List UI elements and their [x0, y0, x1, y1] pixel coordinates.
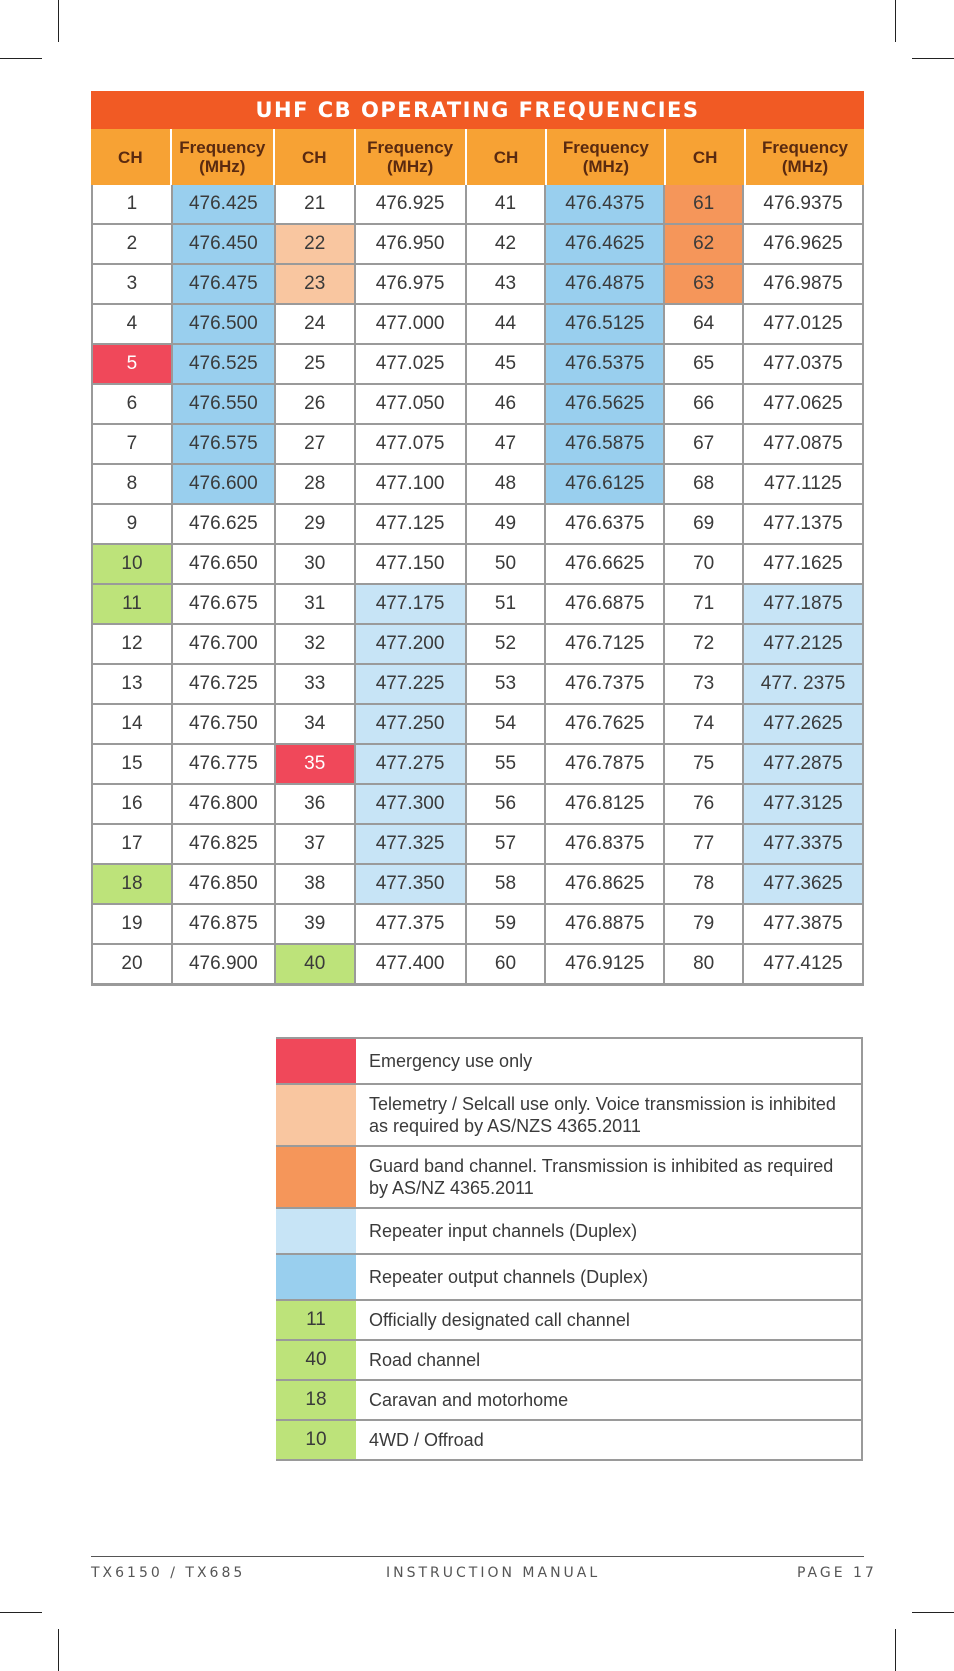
frequency-cell: 477.2875 [744, 745, 864, 783]
frequency-cell: 477.3625 [744, 865, 864, 903]
legend-item [276, 1147, 863, 1209]
frequency-cell: 477.325 [356, 825, 467, 863]
frequency-cell: 476.750 [173, 705, 276, 743]
channel-cell: 34 [276, 705, 356, 743]
channel-cell: 22 [276, 225, 356, 263]
channel-cell: 53 [467, 665, 547, 703]
frequency-cell: 477.1375 [744, 505, 864, 543]
header-frequency: Frequency (MHz) [762, 138, 849, 176]
frequency-cell: 476.9375 [744, 185, 864, 223]
channel-cell: 44 [467, 305, 547, 343]
channel-cell: 39 [276, 905, 356, 943]
channel-cell: 9 [93, 505, 173, 543]
crop-mark [895, 1629, 896, 1671]
table-row [93, 505, 864, 545]
legend-text: 4WD / Offroad [356, 1421, 863, 1459]
channel-cell: 28 [276, 465, 356, 503]
table-row [93, 905, 864, 945]
table-row [93, 945, 864, 986]
channel-cell: 49 [467, 505, 547, 543]
channel-cell: 46 [467, 385, 547, 423]
channel-cell: 70 [665, 545, 744, 583]
legend-swatch [276, 1255, 356, 1299]
header-frequency: Frequency (MHz) [547, 129, 666, 185]
frequency-cell: 476.425 [173, 185, 276, 223]
frequency-cell: 476.8125 [546, 785, 665, 823]
frequency-cell: 476.5875 [546, 425, 665, 463]
channel-cell: 7 [93, 425, 173, 463]
frequency-cell: 477.000 [356, 305, 467, 343]
legend-swatch: 11 [276, 1301, 356, 1339]
channel-cell: 52 [467, 625, 547, 663]
frequency-cell: 476.9875 [744, 265, 864, 303]
crop-mark [58, 0, 59, 42]
channel-cell: 67 [665, 425, 744, 463]
frequency-cell: 477.225 [356, 665, 467, 703]
frequency-cell: 476.6625 [546, 545, 665, 583]
frequency-cell: 476.4625 [546, 225, 665, 263]
legend-item [276, 1381, 863, 1421]
frequency-cell: 476.600 [173, 465, 276, 503]
channel-cell: 47 [467, 425, 547, 463]
frequency-cell: 476.475 [173, 265, 276, 303]
frequency-cell: 477.250 [356, 705, 467, 743]
legend-item [276, 1209, 863, 1255]
channel-cell: 55 [467, 745, 547, 783]
legend [276, 1037, 863, 1461]
frequency-cell: 476.875 [173, 905, 276, 943]
channel-cell: 66 [665, 385, 744, 423]
frequency-cell: 476.925 [356, 185, 467, 223]
channel-cell: 10 [93, 545, 173, 583]
channel-cell: 74 [665, 705, 744, 743]
channel-cell: 24 [276, 305, 356, 343]
channel-cell: 54 [467, 705, 547, 743]
frequency-cell: 477.0625 [744, 385, 864, 423]
frequency-cell: 477.300 [356, 785, 467, 823]
frequency-cell: 476.700 [173, 625, 276, 663]
channel-cell: 45 [467, 345, 547, 383]
table-row [93, 385, 864, 425]
crop-mark [912, 58, 954, 59]
header-frequency: Frequency (MHz) [172, 129, 275, 185]
frequency-cell: 477.4125 [744, 945, 864, 983]
channel-cell: 26 [276, 385, 356, 423]
channel-cell: 62 [665, 225, 744, 263]
channel-cell: 31 [276, 585, 356, 623]
frequency-cell: 476.525 [173, 345, 276, 383]
header-ch: CH [467, 129, 548, 185]
channel-cell: 41 [467, 185, 547, 223]
footer-rule [91, 1556, 864, 1557]
frequency-cell: 477.150 [356, 545, 467, 583]
frequency-cell: 476.9625 [744, 225, 864, 263]
channel-cell: 1 [93, 185, 173, 223]
frequency-cell: 476.6875 [546, 585, 665, 623]
channel-cell: 8 [93, 465, 173, 503]
frequency-cell: 476.550 [173, 385, 276, 423]
frequency-cell: 476.6375 [546, 505, 665, 543]
footer-manual-title: INSTRUCTION MANUAL [386, 1565, 601, 1581]
frequency-cell: 477.125 [356, 505, 467, 543]
table-row [93, 345, 864, 385]
channel-cell: 78 [665, 865, 744, 903]
frequency-cell: 476.850 [173, 865, 276, 903]
table-row [93, 625, 864, 665]
table-row [93, 825, 864, 865]
frequency-cell: 477.2125 [744, 625, 864, 663]
header-ch: CH [666, 129, 746, 185]
table-row [93, 705, 864, 745]
frequency-cell: 476.7375 [546, 665, 665, 703]
legend-text: Guard band channel. Transmission is inhibited as required by AS/NZ 4365.2011 [356, 1147, 863, 1207]
table-row [93, 185, 864, 225]
channel-cell: 5 [93, 345, 173, 383]
legend-swatch [276, 1147, 356, 1207]
channel-cell: 3 [93, 265, 173, 303]
footer-page-number: PAGE 17 [797, 1565, 877, 1581]
channel-cell: 37 [276, 825, 356, 863]
channel-cell: 69 [665, 505, 744, 543]
channel-cell: 64 [665, 305, 744, 343]
channel-cell: 17 [93, 825, 173, 863]
legend-text: Repeater input channels (Duplex) [356, 1209, 863, 1253]
channel-cell: 73 [665, 665, 744, 703]
frequency-cell: 476.500 [173, 305, 276, 343]
channel-cell: 18 [93, 865, 173, 903]
frequency-cell: 476.575 [173, 425, 276, 463]
crop-mark [0, 1612, 42, 1613]
frequency-cell: 476.725 [173, 665, 276, 703]
channel-cell: 71 [665, 585, 744, 623]
table-row [93, 665, 864, 705]
frequency-cell: 476.8875 [546, 905, 665, 943]
channel-cell: 4 [93, 305, 173, 343]
frequency-cell: 477.025 [356, 345, 467, 383]
crop-mark [895, 0, 896, 42]
legend-swatch: 10 [276, 1421, 356, 1459]
frequency-cell: 476.975 [356, 265, 467, 303]
frequency-cell: 476.4875 [546, 265, 665, 303]
channel-cell: 11 [93, 585, 173, 623]
channel-cell: 58 [467, 865, 547, 903]
channel-cell: 75 [665, 745, 744, 783]
channel-cell: 48 [467, 465, 547, 503]
channel-cell: 35 [276, 745, 356, 783]
frequency-cell: 477.350 [356, 865, 467, 903]
frequency-cell: 476.625 [173, 505, 276, 543]
channel-cell: 27 [276, 425, 356, 463]
header-frequency: Frequency (MHz) [356, 129, 467, 185]
legend-swatch: 40 [276, 1341, 356, 1379]
table-row [93, 585, 864, 625]
table-header-row [91, 129, 864, 185]
frequency-cell: 477. 2375 [744, 665, 864, 703]
table-row [93, 785, 864, 825]
legend-item [276, 1085, 863, 1147]
frequency-cell: 476.450 [173, 225, 276, 263]
header-ch: CH [91, 129, 172, 185]
frequency-cell: 476.775 [173, 745, 276, 783]
channel-cell: 50 [467, 545, 547, 583]
crop-mark [58, 1629, 59, 1671]
channel-cell: 60 [467, 945, 547, 983]
table-row [93, 545, 864, 585]
frequency-cell: 477.050 [356, 385, 467, 423]
legend-item [276, 1255, 863, 1301]
frequency-cell: 477.075 [356, 425, 467, 463]
legend-item [276, 1301, 863, 1341]
frequency-cell: 476.7625 [546, 705, 665, 743]
channel-cell: 56 [467, 785, 547, 823]
channel-cell: 42 [467, 225, 547, 263]
frequency-cell: 476.8625 [546, 865, 665, 903]
channel-cell: 20 [93, 945, 173, 983]
channel-cell: 77 [665, 825, 744, 863]
channel-cell: 14 [93, 705, 173, 743]
legend-text: Caravan and motorhome [356, 1381, 863, 1419]
legend-text: Emergency use only [356, 1039, 863, 1083]
channel-cell: 13 [93, 665, 173, 703]
table-row [93, 865, 864, 905]
legend-swatch: 18 [276, 1381, 356, 1419]
frequency-cell: 477.375 [356, 905, 467, 943]
footer-model: TX6150 / TX685 [91, 1565, 246, 1581]
frequency-cell: 477.3875 [744, 905, 864, 943]
table-row [93, 305, 864, 345]
frequency-cell: 477.200 [356, 625, 467, 663]
frequency-cell: 477.400 [356, 945, 467, 983]
frequency-cell: 476.5375 [546, 345, 665, 383]
channel-cell: 36 [276, 785, 356, 823]
table-row [93, 465, 864, 505]
frequency-cell: 476.900 [173, 945, 276, 983]
table-row [93, 425, 864, 465]
channel-cell: 32 [276, 625, 356, 663]
frequency-cell: 476.4375 [546, 185, 665, 223]
table-body [91, 185, 864, 986]
channel-cell: 79 [665, 905, 744, 943]
table-row [93, 265, 864, 305]
table-row [93, 745, 864, 785]
channel-cell: 61 [665, 185, 744, 223]
channel-cell: 12 [93, 625, 173, 663]
frequency-cell: 476.5125 [546, 305, 665, 343]
channel-cell: 15 [93, 745, 173, 783]
legend-item [276, 1037, 863, 1085]
frequency-cell: 476.5625 [546, 385, 665, 423]
channel-cell: 65 [665, 345, 744, 383]
frequency-cell: 476.825 [173, 825, 276, 863]
frequency-cell: 477.3375 [744, 825, 864, 863]
channel-cell: 23 [276, 265, 356, 303]
legend-text: Road channel [356, 1341, 863, 1379]
legend-item [276, 1341, 863, 1381]
channel-cell: 38 [276, 865, 356, 903]
channel-cell: 80 [665, 945, 744, 983]
table-row [93, 225, 864, 265]
channel-cell: 63 [665, 265, 744, 303]
channel-cell: 25 [276, 345, 356, 383]
frequency-cell: 477.3125 [744, 785, 864, 823]
channel-cell: 2 [93, 225, 173, 263]
legend-text: Repeater output channels (Duplex) [356, 1255, 863, 1299]
frequency-cell: 476.7125 [546, 625, 665, 663]
channel-cell: 68 [665, 465, 744, 503]
channel-cell: 16 [93, 785, 173, 823]
frequency-cell: 476.675 [173, 585, 276, 623]
channel-cell: 51 [467, 585, 547, 623]
frequency-cell: 476.8375 [546, 825, 665, 863]
frequency-cell: 476.950 [356, 225, 467, 263]
legend-item [276, 1421, 863, 1461]
channel-cell: 19 [93, 905, 173, 943]
legend-swatch [276, 1209, 356, 1253]
table-title: UHF CB OPERATING FREQUENCIES [91, 91, 864, 129]
channel-cell: 29 [276, 505, 356, 543]
channel-cell: 72 [665, 625, 744, 663]
frequency-cell: 476.7875 [546, 745, 665, 783]
frequency-cell: 477.100 [356, 465, 467, 503]
frequency-cell: 477.2625 [744, 705, 864, 743]
channel-cell: 76 [665, 785, 744, 823]
channel-cell: 21 [276, 185, 356, 223]
frequency-cell: 476.650 [173, 545, 276, 583]
channel-cell: 30 [276, 545, 356, 583]
frequency-cell: 476.800 [173, 785, 276, 823]
frequency-cell: 477.1125 [744, 465, 864, 503]
frequency-cell: 477.275 [356, 745, 467, 783]
frequency-cell: 477.0875 [744, 425, 864, 463]
channel-cell: 43 [467, 265, 547, 303]
legend-swatch [276, 1085, 356, 1145]
frequency-cell: 476.6125 [546, 465, 665, 503]
channel-cell: 33 [276, 665, 356, 703]
channel-cell: 59 [467, 905, 547, 943]
legend-text: Officially designated call channel [356, 1301, 863, 1339]
crop-mark [0, 58, 42, 59]
legend-text: Telemetry / Selcall use only. Voice transmission is inhibited as required by AS/NZS 4365.2011 [356, 1085, 863, 1145]
frequency-table [91, 91, 864, 986]
channel-cell: 57 [467, 825, 547, 863]
legend-swatch [276, 1039, 356, 1083]
frequency-cell: 477.1625 [744, 545, 864, 583]
channel-cell: 40 [276, 945, 356, 983]
frequency-cell: 477.0375 [744, 345, 864, 383]
frequency-cell: 477.0125 [744, 305, 864, 343]
frequency-cell: 476.9125 [546, 945, 665, 983]
channel-cell: 6 [93, 385, 173, 423]
frequency-cell: 477.1875 [744, 585, 864, 623]
header-ch: CH [275, 129, 356, 185]
frequency-cell: 477.175 [356, 585, 467, 623]
crop-mark [912, 1612, 954, 1613]
